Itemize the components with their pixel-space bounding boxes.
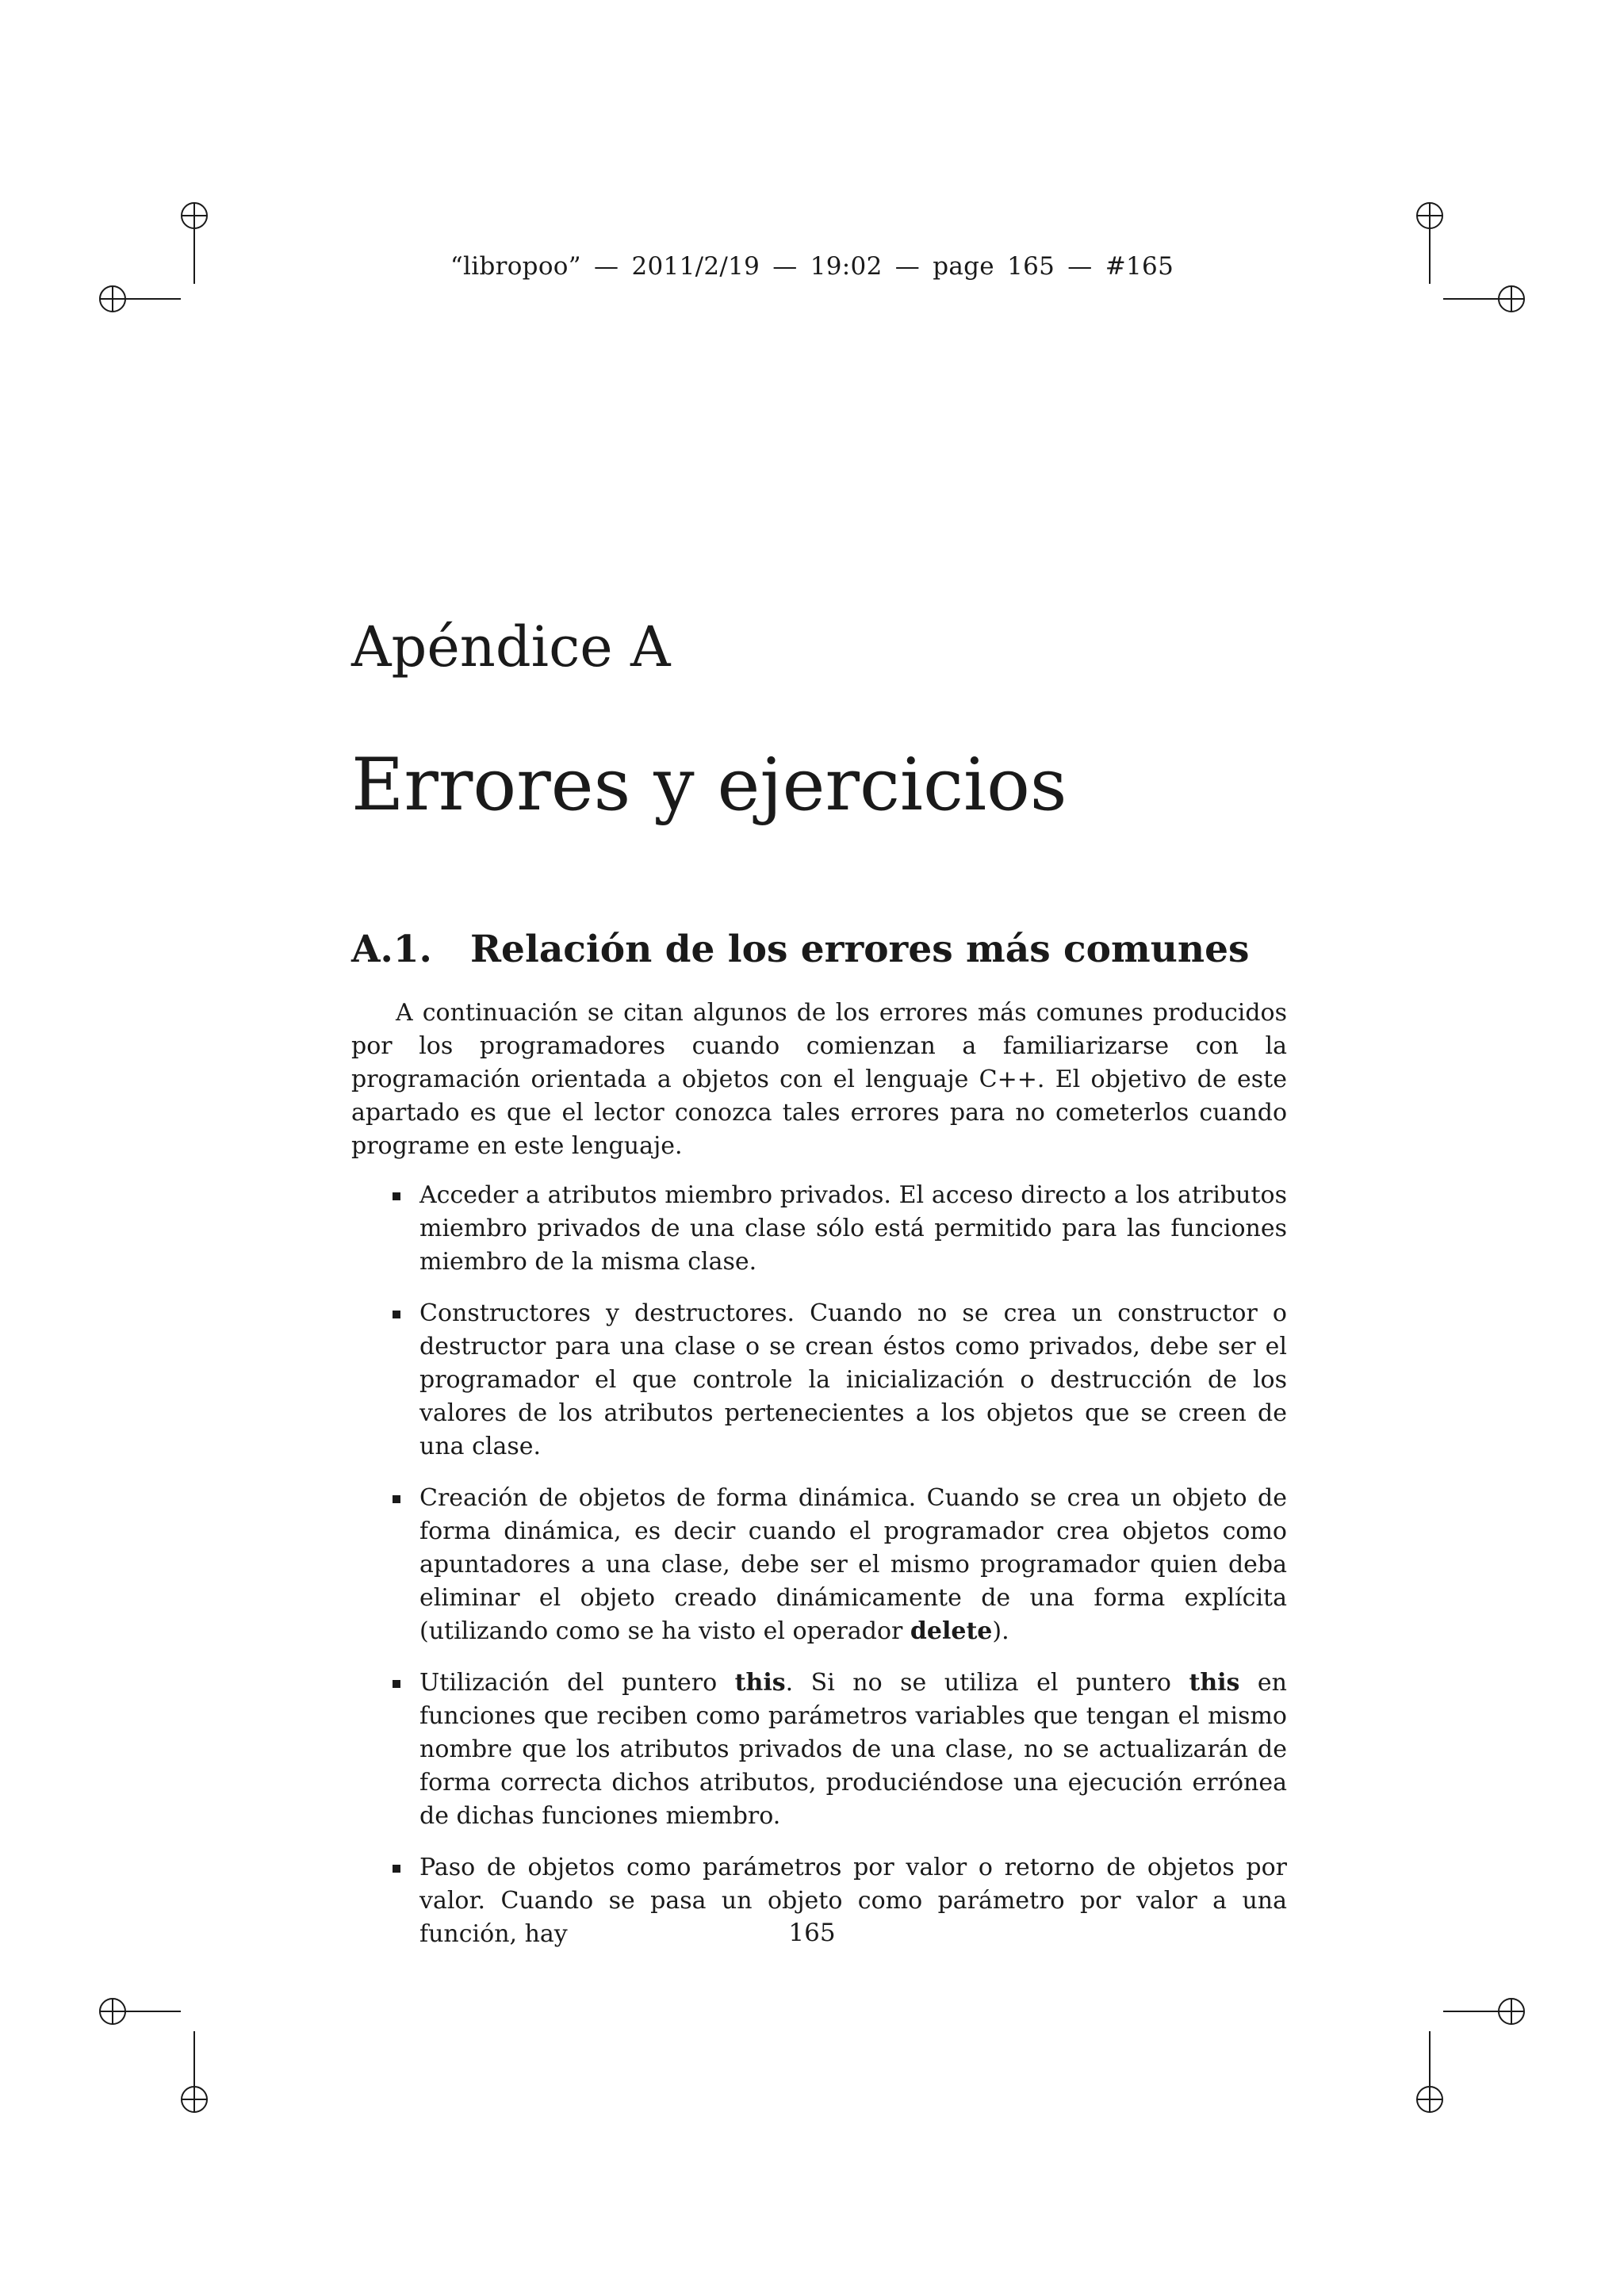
page-number: 165 bbox=[788, 1919, 836, 1947]
appendix-label: Apéndice A bbox=[351, 614, 671, 679]
bullet-marker bbox=[393, 1311, 400, 1318]
bullet-marker bbox=[393, 1192, 400, 1200]
bullet-marker bbox=[393, 1495, 400, 1503]
body-text bbox=[351, 997, 1287, 1969]
crop-mark-bottom-left bbox=[95, 1990, 222, 2117]
section-number: A.1. bbox=[351, 928, 432, 971]
intro-paragraph: A continuación se citan algunos de los errores más comunes producidos por los programadores cuando comienzan a familiarizarse con la programación orientada a objetos con el lenguaje C++. El objetivo de este apartado es que el lector conozca tales errores para no cometerlos cuando programe en este lenguaje. bbox=[351, 999, 1287, 1160]
list-item bbox=[351, 1482, 1287, 1648]
list-item bbox=[351, 1297, 1287, 1464]
list-item-text: Acceder a atributos miembro privados. El acceso directo a los atributos miembro privados de una clase sólo está permitido para las funciones miembro de la misma clase. bbox=[419, 1181, 1287, 1276]
list-item-text: Paso de objetos como parámetros por valor o retorno de objetos por valor. Cuando se pasa un objeto como parámetro por valor a una función, hay bbox=[419, 1854, 1287, 1948]
list-item bbox=[351, 1179, 1287, 1279]
chapter-title: Errores y ejercicios bbox=[351, 744, 1067, 827]
list-item-text: Constructores y destructores. Cuando no se crea un constructor o destructor para una clase o se crean éstos como privados, debe ser el programador el que controle la inicialización o destrucción de los valores de los atributos pertenecientes a los objetos que se creen de una clase. bbox=[419, 1299, 1287, 1460]
list-item-text-mid: . Si no se utiliza el puntero bbox=[785, 1669, 1189, 1697]
list-item bbox=[351, 1667, 1287, 1833]
section-heading bbox=[351, 928, 1287, 971]
error-list bbox=[351, 1179, 1287, 1951]
keyword-delete: delete bbox=[910, 1617, 993, 1645]
running-header: “libropoo” — 2011/2/19 — 19:02 — page 165 — #165 bbox=[450, 252, 1174, 281]
crop-mark-bottom-right bbox=[1402, 1990, 1529, 2117]
keyword-this: this bbox=[1189, 1669, 1240, 1697]
bullet-marker bbox=[393, 1680, 400, 1688]
list-item-text: Creación de objetos de forma dinámica. Cuando se crea un objeto de forma dinámica, es decir cuando el programador crea objetos como apuntadores a una clase, debe ser el mismo programador quien deba eliminar el objeto creado dinámicamente de una forma explícita (utilizando como se ha visto el operador bbox=[419, 1484, 1287, 1645]
section-title: Relación de los errores más comunes bbox=[470, 928, 1250, 971]
list-item-text-end: en funciones que reciben como parámetros variables que tengan el mismo nombre que los atributos privados de una clase, no se actualizarán de forma correcta dichos atributos, produciéndose una ejecución errónea de dichas funciones miembro. bbox=[419, 1669, 1287, 1830]
bullet-marker bbox=[393, 1865, 400, 1873]
list-item-text: Utilización del puntero bbox=[419, 1669, 735, 1697]
keyword-this: this bbox=[734, 1669, 786, 1697]
list-item-text-end: ). bbox=[992, 1617, 1009, 1645]
